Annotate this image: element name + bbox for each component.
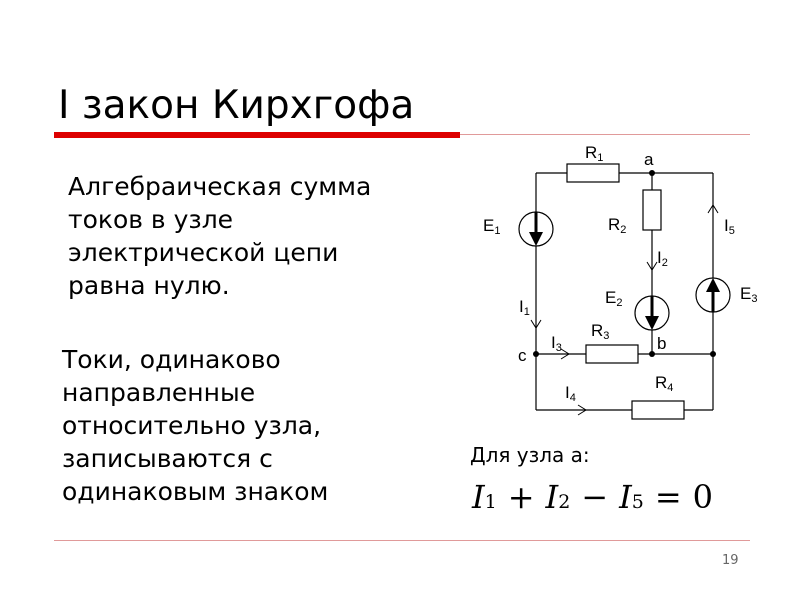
formula-value: 0	[692, 478, 713, 516]
node-c-dot	[533, 351, 539, 357]
label-e1: E1	[483, 216, 501, 237]
law-statement: Алгебраическая сумма токов в узле электрической цепи равна нулю.	[68, 172, 372, 300]
label-node-c: c	[518, 346, 527, 365]
label-i2: I2	[657, 248, 668, 269]
formula-op: +	[507, 478, 535, 516]
label-i5: I5	[724, 216, 735, 237]
resistor-r3	[586, 345, 638, 363]
node-caption: Для узла а:	[470, 443, 590, 467]
formula-sub: 2	[558, 491, 571, 513]
label-i1: I1	[519, 297, 530, 318]
formula-sub: 5	[631, 491, 644, 513]
label-r1: R1	[585, 143, 604, 164]
resistor-r2	[643, 190, 661, 230]
sign-rule: Токи, одинаково направленные относительно узла, записываются с одинаковым знаком	[62, 345, 329, 506]
formula-op: =	[654, 478, 682, 516]
page-number: 19	[722, 553, 739, 568]
node-right-dot	[710, 351, 716, 357]
label-e3: E3	[740, 284, 758, 305]
label-e2: E2	[605, 288, 623, 309]
source-e3	[696, 278, 730, 312]
label-r3: R3	[591, 321, 610, 342]
formula-var: I	[619, 478, 632, 516]
formula-var: I	[472, 478, 485, 516]
node-a-dot	[649, 170, 655, 176]
resistor-r4	[632, 401, 684, 419]
resistor-r1	[567, 164, 619, 182]
label-i3: I3	[551, 333, 562, 354]
label-node-a: a	[644, 150, 654, 169]
source-e2	[635, 296, 669, 330]
formula-op: −	[581, 478, 609, 516]
source-e1	[519, 212, 553, 246]
label-i4: I4	[565, 383, 576, 404]
circuit-wires	[536, 173, 713, 410]
slide-title: I закон Кирхгофа	[58, 83, 415, 128]
formula-sub: 1	[484, 491, 497, 513]
label-r4: R4	[655, 373, 674, 394]
formula-var: I	[545, 478, 559, 516]
node-b-dot	[649, 351, 655, 357]
label-r2: R2	[608, 215, 627, 236]
current-arrows	[531, 205, 718, 415]
label-node-b: b	[657, 334, 667, 353]
